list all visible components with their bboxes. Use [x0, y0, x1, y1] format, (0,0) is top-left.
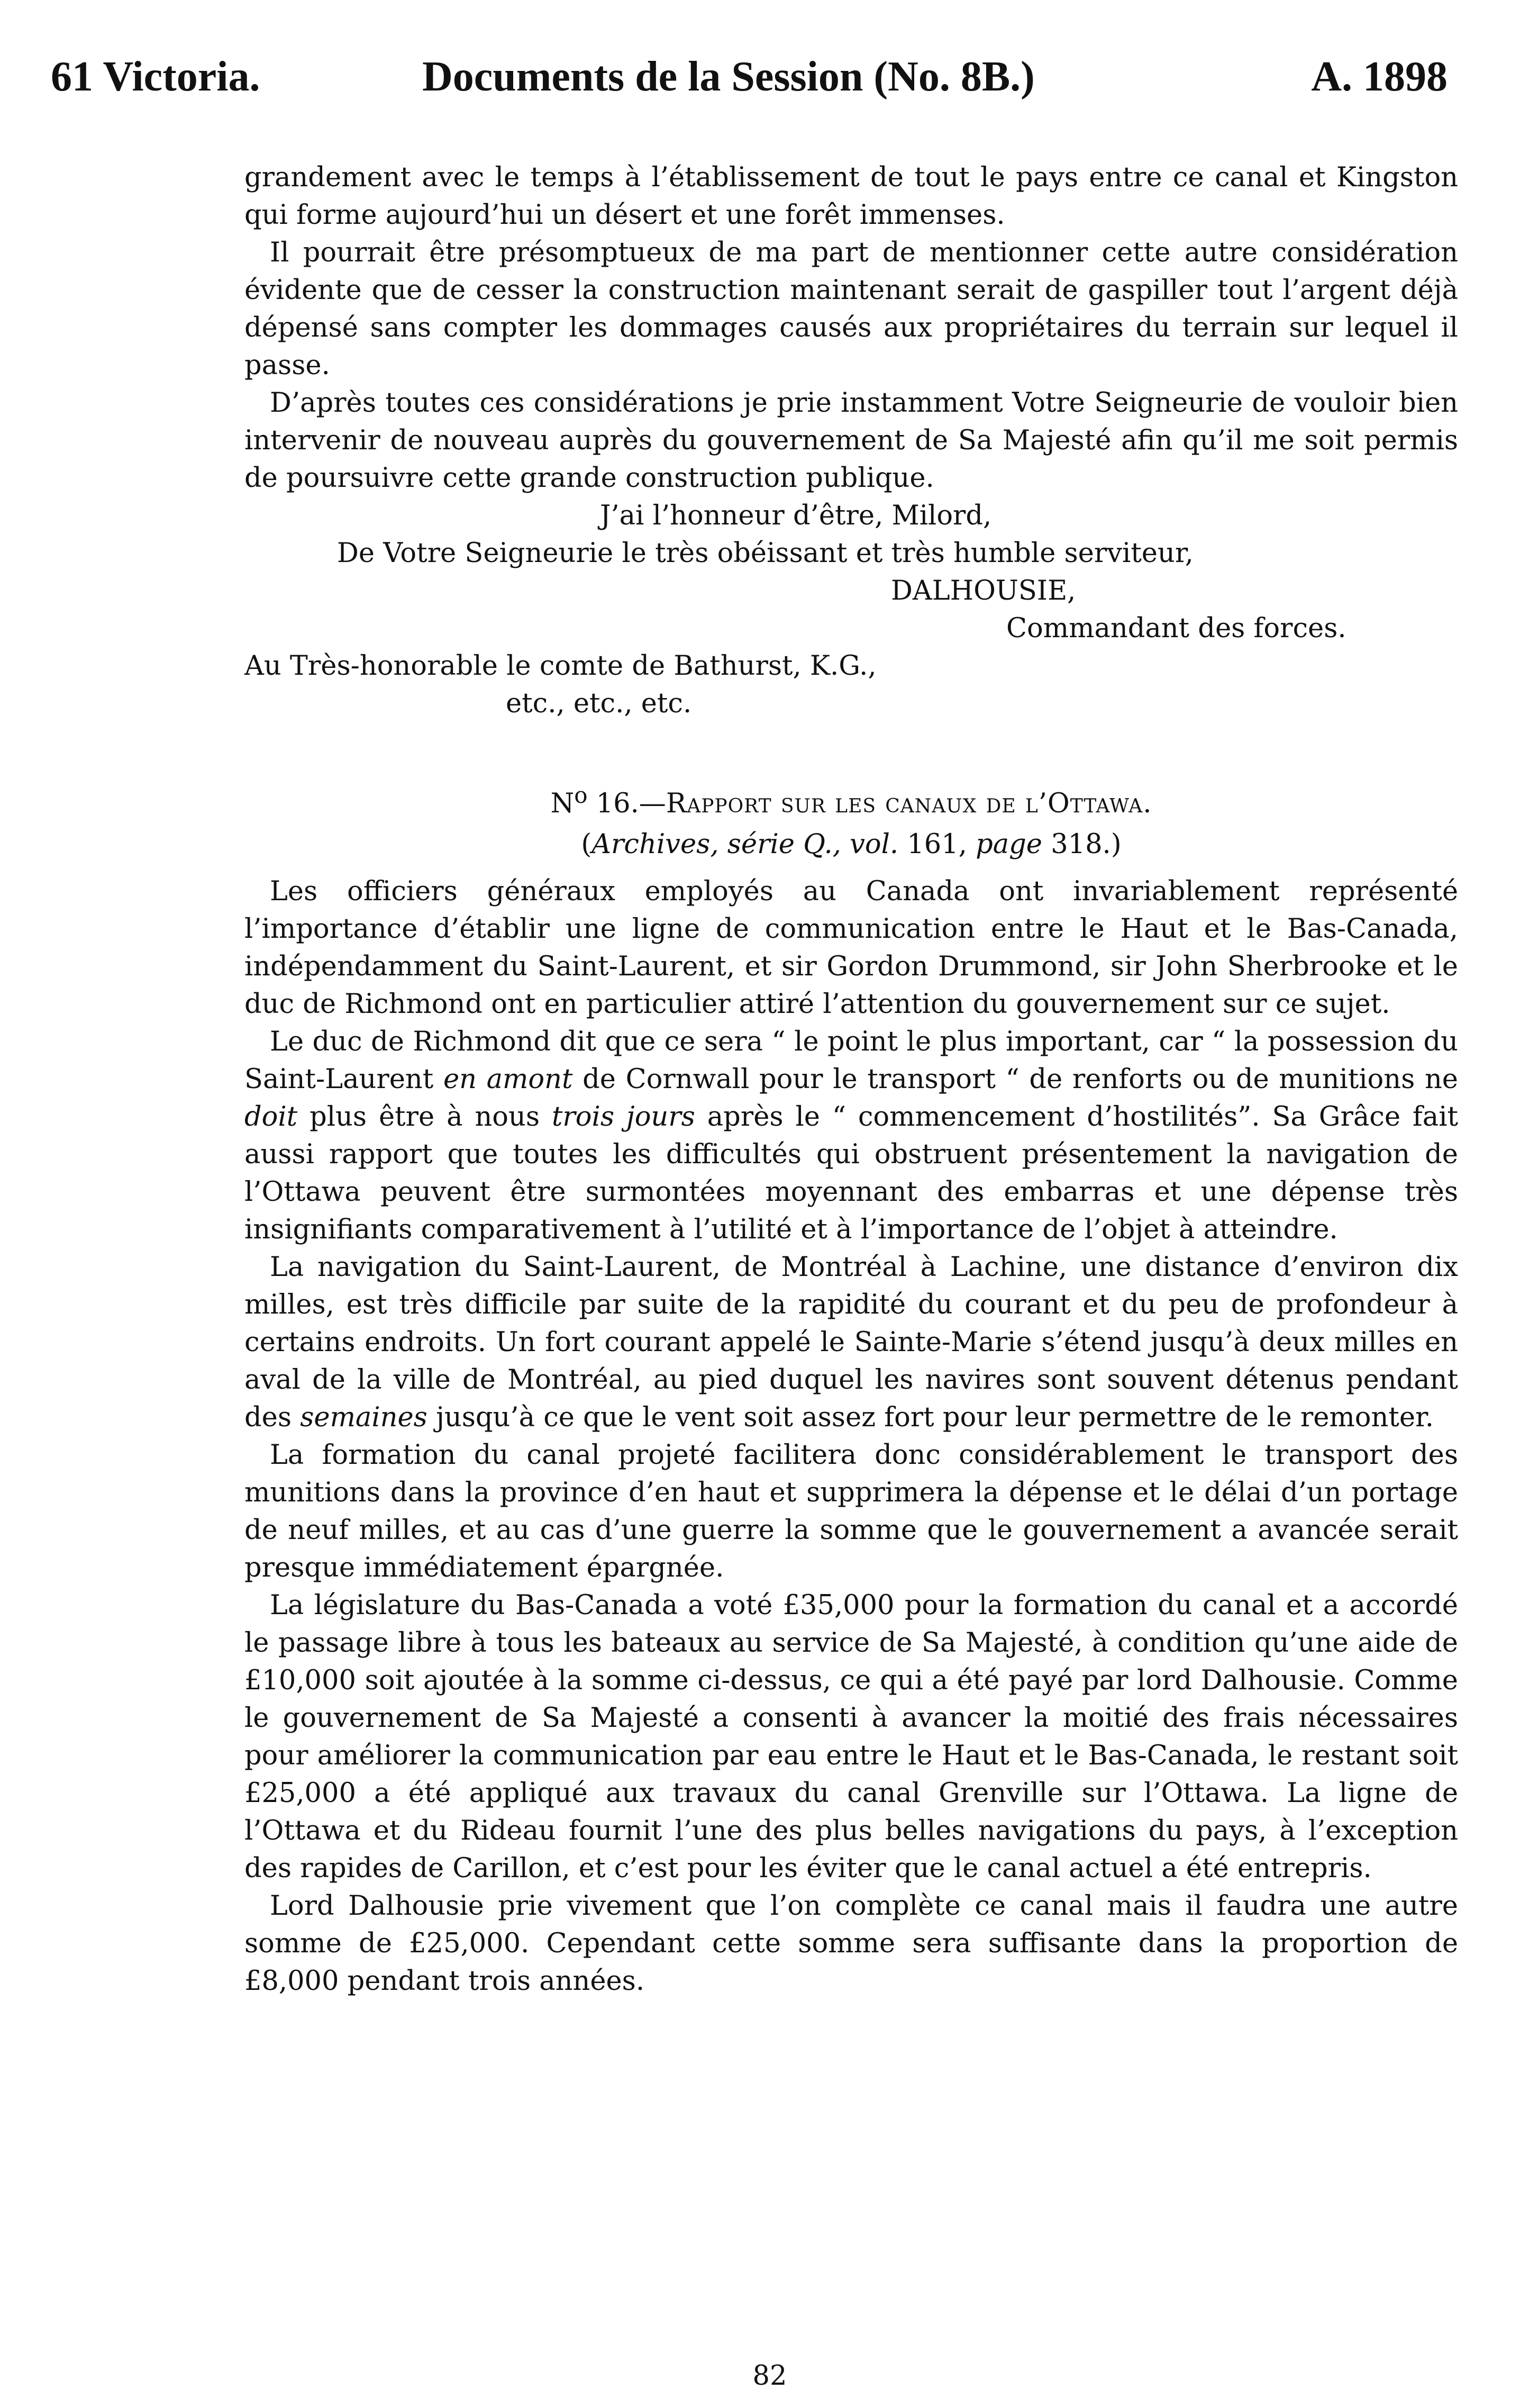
- page-number: 82: [752, 2360, 787, 2392]
- source-archives: Archives, série Q., vol.: [591, 829, 899, 860]
- document-number-o: o: [574, 782, 588, 808]
- document-number: 16.—: [587, 788, 666, 819]
- page-body: [244, 159, 1458, 2000]
- signoff-etc: etc., etc., etc.: [506, 688, 692, 719]
- letter-paragraph-1: grandement avec le temps à l’établissement de tout le pays entre ce canal et Kingston qui forme aujourd’hui un désert et une forêt immenses.: [244, 162, 1458, 231]
- document-heading: [244, 782, 1458, 822]
- report-p2-italic-1: en amont: [443, 1064, 573, 1095]
- document-source: [244, 826, 1458, 863]
- report-p2-text-b: de Cornwall pour le transport “ de renforts ou de munitions ne: [572, 1064, 1458, 1095]
- report-p2-italic-2: doit: [244, 1101, 298, 1133]
- source-open-paren: (: [581, 829, 592, 860]
- letter-paragraph-2: Il pourrait être présomptueux de ma part de mentionner cette autre considération évidente que de cesser la construction maintenant serait de gaspiller tout l’argent déjà dépensé sans compter les dommages causés aux propriétaires du terrain sur lequel il passe.: [244, 237, 1458, 381]
- report-p3-text-a: La navigation du Saint-Laurent, de Montréal à Lachine, une distance d’environ dix milles, est très difficile par suite de la rapidité du courant et du peu de profondeur à certains endroits. Un fort courant appelé le Sainte-Marie s’étend jusqu’à deux milles en aval de la ville de Montréal, au pied duquel les navires sont souvent détenus pendant des: [244, 1252, 1458, 1433]
- source-page-number: 318.): [1042, 829, 1122, 860]
- letter-signoff: [244, 497, 1458, 722]
- page-header: [51, 53, 1448, 101]
- report-paragraph-3: [244, 1248, 1458, 1436]
- source-volume-number: 161,: [898, 829, 976, 860]
- signoff-honneur: J’ai l’honneur d’être, Milord,: [600, 500, 992, 531]
- report-paragraph-4: La formation du canal projeté facilitera donc considérablement le transport des munitions dans la province d’en haut et supprimera la dépense et le délai d’un portage de neuf milles, et au cas d’une guerre la somme que le gouvernement a avancée serait presque immédiatement épargnée.: [244, 1440, 1458, 1583]
- document-number-prefix: N: [550, 788, 575, 819]
- report-p2-text-a: Le duc de Richmond dit que ce sera “ le point le plus important, car “ la possession du Saint-Laurent: [244, 1026, 1458, 1095]
- signoff-signature-title: Commandant des forces.: [1006, 613, 1346, 644]
- header-title: Documents de la Session (No. 8B.): [422, 53, 1035, 100]
- section-spacer: [244, 722, 1458, 785]
- report-paragraph-1: Les officiers généraux employés au Canada ont invariablement représenté l’importance d’établir une ligne de communication entre le Haut et le Bas-Canada, indépendamment du Saint-Laurent, et sir Gordon Drummond, sir John Sherbrooke et le duc de Richmond ont en particulier attiré l’attention du gouvernement sur ce sujet.: [244, 876, 1458, 1020]
- report-paragraph-6: Lord Dalhousie prie vivement que l’on complète ce canal mais il faudra une autre somme de £25,000. Cependant cette somme sera suffisante dans la proportion de £8,000 pendant trois années.: [244, 1890, 1458, 1997]
- report-p3-text-b: jusqu’à ce que le vent soit assez fort pour leur permettre de le remonter.: [427, 1402, 1434, 1433]
- source-page-label: page: [976, 829, 1042, 860]
- report-paragraph-5: La législature du Bas-Canada a voté £35,000 pour la formation du canal et a accordé le passage libre à tous les bateaux au service de Sa Majesté, à condition qu’une aide de £10,000 soit ajoutée à la somme ci-dessus, ce qui a été payé par lord Dalhousie. Comme le gouvernement de Sa Majesté a consenti à avancer la moitié des frais nécessaires pour améliorer la communication par eau entre le Haut et le Bas-Canada, le restant soit £25,000 a été appliqué aux travaux du canal Grenville sur l’Ottawa. La ligne de l’Ottawa et du Rideau fournit l’une des plus belles navigations du pays, à l’exception des rapides de Carillon, et c’est pour les éviter que le canal actuel a été entrepris.: [244, 1590, 1458, 1884]
- report-p3-italic-1: semaines: [300, 1402, 427, 1433]
- report-p2-text-c: plus être à nous: [297, 1101, 552, 1133]
- report-p2-text-d: après le “ commencement d’hostilités”. Sa Grâce fait aussi rapport que toutes les difficultés qui obstruent présentement la navigation de l’Ottawa peuvent être surmontées moyennant des embarras et une dépense très insignifiants comparativement à l’utilité et à l’importance de l’objet à atteindre.: [244, 1101, 1458, 1245]
- document-title: Rapport sur les canaux de l’Ottawa.: [666, 788, 1152, 819]
- letter-paragraph-3: D’après toutes ces considérations je prie instamment Votre Seigneurie de vouloir bien intervenir de nouveau auprès du gouvernement de Sa Majesté afin qu’il me soit permis de poursuivre cette grande construction publique.: [244, 387, 1458, 494]
- signoff-addressee: Au Très-honorable le comte de Bathurst, K.G.,: [244, 650, 877, 682]
- signoff-serviteur: De Votre Seigneurie le très obéissant et très humble serviteur,: [337, 538, 1194, 569]
- report-paragraph-2: [244, 1023, 1458, 1248]
- report-p2-italic-3: trois jours: [551, 1101, 695, 1133]
- header-session-label: 61 Victoria.: [51, 53, 260, 100]
- header-year: A. 1898: [1311, 53, 1448, 100]
- signoff-signature-name: DALHOUSIE,: [891, 575, 1076, 606]
